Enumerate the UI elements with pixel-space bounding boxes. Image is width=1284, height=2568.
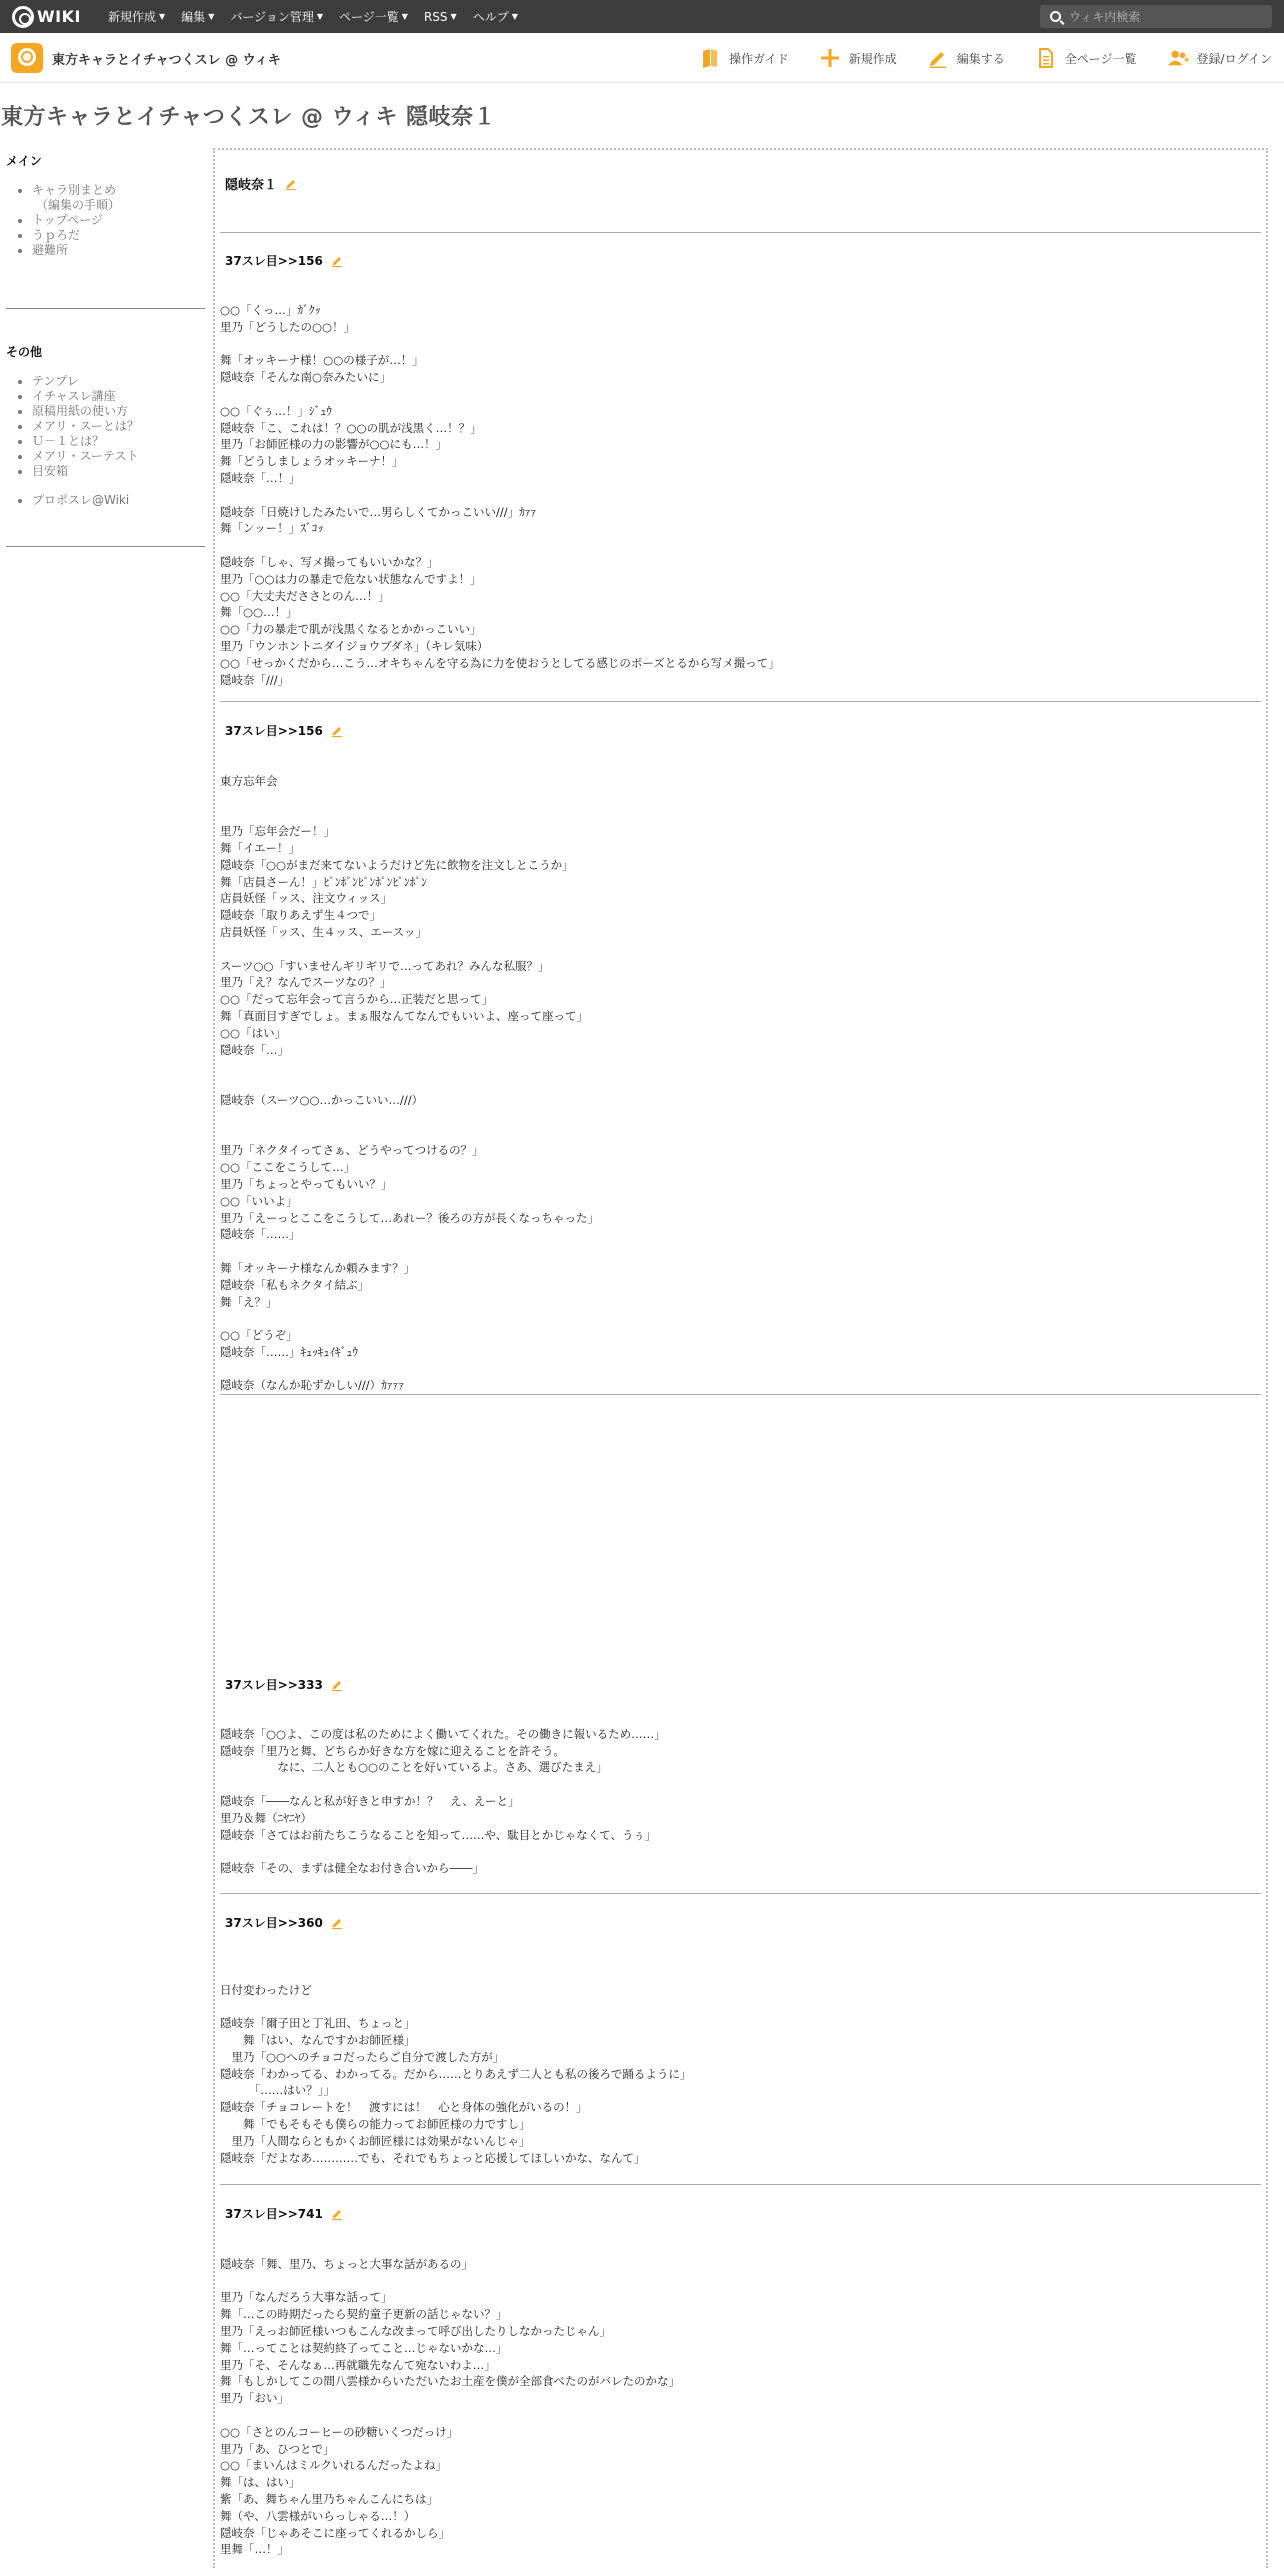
menu-rss[interactable] bbox=[424, 10, 457, 24]
sidebar-heading-main: メイン bbox=[6, 154, 42, 168]
guide-button[interactable] bbox=[699, 47, 789, 69]
menu-edit[interactable] bbox=[181, 8, 214, 25]
section-body: 東方忘年会 里乃「忘年会だー！」 舞「イエー！」 隠岐奈「○○がまだ来てないようだけど先に飲物を注文しとこうか」 舞「店員さーん！」ﾋﾟﾝﾎﾟﾝﾋﾟﾝﾎﾟﾝﾋﾟﾝﾎﾟﾝ 店員妖怪「ッス、注文ウィッス」 隠岐奈「取りあえず生４つで」 店員妖怪「ッス、生４ッス、エースッ」 スーツ○○「すいませんギリギリで…ってあれ？みんな私服？」 里乃「え？なんでスーツなの？」 ○○「だって忘年会って言うから…正装だと思って」 舞「真面目すぎでしょ。まぁ服なんてなんでもいいよ、座って座って」 ○○「はい」 隠岐奈「…」 隠岐奈（スーツ○○…かっこいい…///） 里乃「ネクタイってさぁ、どうやってつけるの？」 ○○「ここをこうして…」 里乃「ちょっとやってもいい？」 ○○「いいよ」 里乃「えーっとここをこうして…あれー？後ろの方が長くなっちゃった」 隠岐奈「……」 舞「オッキーナ様なんか頼みます？」 隠岐奈「私もネクタイ結ぶ」 舞「え？」 ○○「どうぞ」 隠岐奈「……」ｷｭｯｷｭｲｷﾞｭｳ 隠岐奈（なんか恥ずかしい///）ｶｧｧｧ bbox=[220, 773, 600, 1393]
sidebar-link[interactable]: うｐろだ bbox=[32, 228, 81, 242]
sidebar-link[interactable]: イチャスレ講座 bbox=[32, 389, 116, 403]
sidebar-heading-other: その他 bbox=[6, 345, 43, 359]
menu-version[interactable] bbox=[230, 8, 323, 25]
site-logo-icon[interactable] bbox=[11, 43, 43, 73]
plus-icon bbox=[819, 47, 841, 69]
heading-text: 37スレ目>>156 bbox=[225, 724, 323, 738]
site-header bbox=[0, 33, 1284, 83]
header-actions bbox=[669, 33, 1272, 83]
sidebar-other-list bbox=[32, 374, 208, 479]
search-icon[interactable] bbox=[1050, 11, 1061, 22]
sidebar-link[interactable]: Ｕ－１とは？ bbox=[32, 434, 105, 448]
pencil-icon bbox=[927, 47, 949, 69]
sidebar-link-sub[interactable]: （編集の手順） bbox=[36, 198, 121, 212]
section-body: ○○「くっ…」ｶﾞｸｯ 里乃「どうしたの○○！」 舞「オッキーナ様！○○の様子が…！」 隠岐奈「そんな南○奈みたいに」 ○○「ぐぅ…！」ｼﾞｭｳ 隠岐奈「こ、これは！？○○の肌が浅黒く…！？」 里乃「お師匠様の力の影響が○○にも…！」 舞「どうしましょうオッキーナ！」 隠岐奈「…！」 隠岐奈「日焼けしたみたいで…男らしくてかっこいい///」ｶｧｧ 舞「ンッー！」ｽﾞｺｯ 隠岐奈「しゃ、写メ撮ってもいいかな？」 里乃「○○は力の暴走で危ない状態なんですよ！」 ○○「大丈夫だささとのん…！」 舞「○○…！」 ○○「力の暴走で肌が浅黒くなるとかかっこいい」 里乃「ウンホントニダイジョウブダネ」（キレ気味） ○○「せっかくだから…こう…オキちゃんを守る為に力を使おうとしてる感じのポーズとるから写メ撮って」 隠岐奈「///」 bbox=[220, 303, 780, 687]
action-label: 全ページ一覧 bbox=[1064, 51, 1137, 66]
menu-new[interactable] bbox=[108, 8, 165, 25]
sidebar-item-uploader[interactable] bbox=[32, 228, 208, 243]
sidebar-link[interactable]: テンプレ bbox=[32, 374, 79, 388]
sidebar-link[interactable]: プロポスレ@Wiki bbox=[32, 493, 130, 507]
section-divider bbox=[220, 232, 1261, 233]
section-heading bbox=[225, 252, 343, 269]
users-icon bbox=[1167, 47, 1189, 69]
sidebar-item-top[interactable] bbox=[32, 213, 208, 228]
section-divider bbox=[220, 701, 1261, 702]
sidebar-item-refuge[interactable] bbox=[32, 243, 208, 258]
menu-label: ヘルプ bbox=[472, 10, 509, 24]
action-label: 登録/ログイン bbox=[1196, 51, 1272, 66]
sidebar-link[interactable]: 原稿用紙の使い方 bbox=[32, 404, 129, 418]
section-heading bbox=[225, 1676, 343, 1693]
edit-pencil-icon[interactable] bbox=[331, 1679, 343, 1691]
section-body: 日付変わったけど 隠岐奈「爾子田と丁礼田、ちょっと」 舞「はい、なんですかお師匠様」 里乃「○○へのチョコだったらご自分で渡した方が」 隠岐奈「わかってる、わかってる。だから……とりあえず二人とも私の後ろで踊るように」 「……はい？」」 隠岐奈「チョコレートを！ 渡すには！ 心と身体の強化がいるの！」 舞「でもそもそも僕らの能力ってお師匠様の力ですし」 里乃「人間ならともかくお師匠様には効果がないんじゃ」 隠岐奈「だよなあ…………でも、それでもちょっと応援してほしいかな、なんて」 bbox=[220, 1982, 692, 2165]
heading-text: 37スレ目>>741 bbox=[225, 2207, 323, 2221]
action-label: 操作ガイド bbox=[729, 51, 789, 66]
edit-page-button[interactable] bbox=[927, 47, 1005, 69]
heading-text: 隠岐奈１ bbox=[225, 178, 278, 193]
sidebar-link[interactable]: 避難所 bbox=[32, 243, 69, 257]
section-divider bbox=[220, 2184, 1261, 2185]
caret-down-icon: ▼ bbox=[159, 12, 166, 21]
edit-pencil-icon[interactable] bbox=[331, 1917, 343, 1929]
sidebar bbox=[0, 144, 208, 547]
heading-text: 37スレ目>>360 bbox=[225, 1916, 323, 1930]
section-heading bbox=[225, 1914, 343, 1931]
sidebar-extra-list bbox=[32, 493, 208, 508]
sidebar-link[interactable]: キャラ別まとめ bbox=[32, 183, 117, 197]
top-menu bbox=[108, 0, 534, 33]
section-body: 隠岐奈「舞、里乃、ちょっと大事な話があるの」 里乃「なんだろう大事な話って」 舞「…この時期だったら契約童子更新の話じゃない？」 里乃「えっお師匠様いつもこんな改まって呼び出したりしなかったじゃん」 舞「…ってことは契約終了ってこと…じゃないかな…」 里乃「そ、そんなぁ…再就職先なんて宛ないわよ…」 舞「もしかしてこの間八雲様からいただいたお土産を僕が全部食べたのがバレたのかな」 里乃「おい」 ○○「さとのんコーヒーの砂糖いくつだっけ」 里乃「あ、ひつとで」 ○○「まいんはミルクいれるんだったよね」 舞「は、はい」 紫「あ、舞ちゃん里乃ちゃんこんにちは」 舞（や、八雲様がいらっしゃる…！） 隠岐奈「じゃあそこに座ってくれるかしら」 里舞「…！」 bbox=[220, 2256, 680, 2557]
sidebar-link[interactable]: メアリ・スーテスト bbox=[32, 449, 139, 463]
sidebar-item-course[interactable] bbox=[32, 389, 208, 404]
new-page-button[interactable] bbox=[819, 47, 897, 69]
sidebar-link[interactable]: トップページ bbox=[32, 213, 103, 227]
caret-down-icon: ▼ bbox=[208, 12, 215, 21]
sidebar-item-chara[interactable] bbox=[32, 183, 208, 213]
edit-pencil-icon[interactable] bbox=[331, 2208, 343, 2220]
logo-text: WIKI bbox=[37, 7, 81, 26]
menu-pages[interactable] bbox=[339, 8, 408, 25]
caret-down-icon: ▼ bbox=[316, 12, 324, 21]
caret-down-icon: ▼ bbox=[511, 12, 518, 21]
sidebar-item-template[interactable] bbox=[32, 374, 208, 389]
content-heading bbox=[225, 174, 297, 193]
sidebar-item-u1[interactable] bbox=[32, 434, 208, 449]
section-heading bbox=[225, 722, 343, 739]
section-divider bbox=[220, 1893, 1261, 1894]
sidebar-divider bbox=[6, 546, 205, 547]
action-label: 編集する bbox=[956, 51, 1005, 66]
caret-down-icon: ▼ bbox=[450, 12, 457, 21]
sidebar-item-manuscript[interactable] bbox=[32, 404, 208, 419]
caret-down-icon: ▼ bbox=[401, 12, 408, 21]
edit-pencil-icon[interactable] bbox=[285, 178, 297, 190]
menu-label: ページ一覧 bbox=[339, 10, 399, 24]
page-title: 東方キャラとイチャつくスレ @ ウィキ 隠岐奈１ bbox=[1, 105, 496, 130]
sidebar-item-marysue-test[interactable] bbox=[32, 449, 208, 464]
top-navbar bbox=[0, 0, 1284, 33]
at-logo-icon bbox=[12, 6, 34, 28]
action-label: 新規作成 bbox=[848, 51, 897, 66]
sidebar-main-list bbox=[32, 183, 208, 258]
sidebar-link[interactable]: メアリ・スーとは？ bbox=[32, 419, 139, 433]
site-title[interactable]: 東方キャラとイチャつくスレ @ ウィキ bbox=[52, 53, 281, 68]
section-body: 隠岐奈「○○よ、この度は私のためによく働いてくれた。その働きに報いるため……」 隠岐奈「里乃と舞、どちらか好きな方を嫁に迎えることを許そう。 なに、二人とも○○のことを好いているよ。さあ、選びたまえ」 隠岐奈「――なんと私が好きと申すか！？ え、えーと」 里乃＆舞（ﾆﾔﾆﾔ） 隠岐奈「さてはお前たちこうなることを知って……や、駄目とかじゃなくて、うぅ」 隠岐奈「その、まずは健全なお付き合いから――」 bbox=[220, 1726, 666, 1876]
edit-pencil-icon[interactable] bbox=[331, 725, 343, 737]
sidebar-link[interactable]: 目安箱 bbox=[32, 464, 69, 478]
sidebar-item-propo[interactable] bbox=[32, 493, 208, 508]
main-content bbox=[213, 148, 1268, 2568]
heading-text: 37スレ目>>333 bbox=[225, 1678, 323, 1692]
heading-text: 37スレ目>>156 bbox=[225, 254, 323, 268]
search-box bbox=[1040, 5, 1272, 28]
sidebar-item-marysue[interactable] bbox=[32, 419, 208, 434]
search-input[interactable] bbox=[1069, 10, 1249, 24]
section-heading bbox=[225, 2205, 343, 2222]
menu-label: 新規作成 bbox=[108, 10, 157, 24]
sidebar-item-suggestion[interactable] bbox=[32, 464, 208, 479]
document-icon bbox=[1035, 47, 1057, 69]
menu-help[interactable] bbox=[473, 8, 518, 25]
all-pages-button[interactable] bbox=[1035, 47, 1137, 69]
book-icon bbox=[699, 47, 721, 69]
sidebar-divider bbox=[6, 308, 205, 309]
login-button[interactable] bbox=[1167, 47, 1272, 69]
menu-label: RSS bbox=[423, 9, 448, 24]
edit-pencil-icon[interactable] bbox=[331, 255, 343, 267]
section-divider bbox=[220, 1394, 1261, 1395]
atwiki-logo[interactable] bbox=[12, 5, 81, 28]
menu-label: バージョン管理 bbox=[230, 10, 314, 24]
menu-label: 編集 bbox=[181, 10, 206, 24]
